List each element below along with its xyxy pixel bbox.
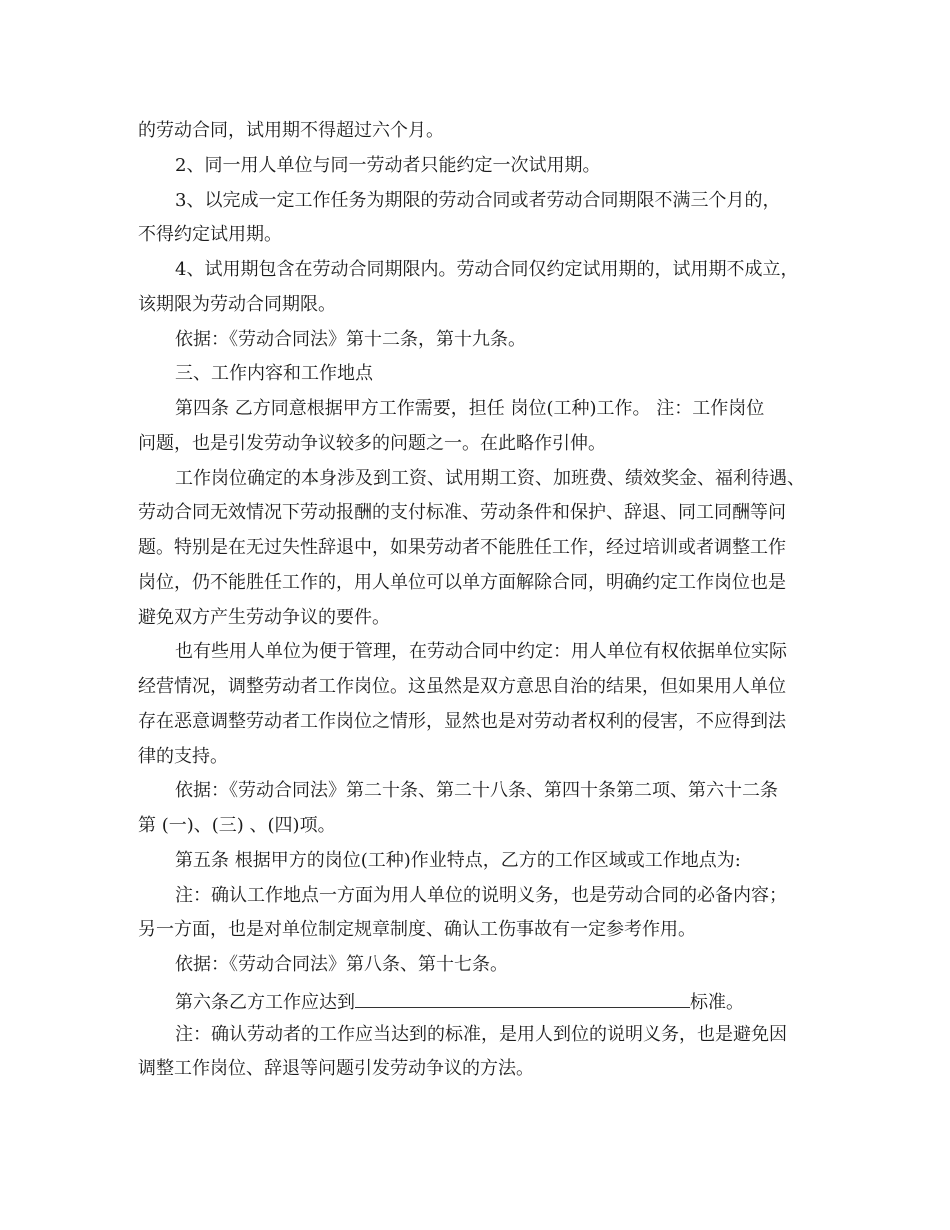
text-line: 经营情况，调整劳动者工作岗位。这虽然是双方意思自治的结果，但如果用人单位 bbox=[138, 676, 786, 697]
text-line: 工作岗位确定的本身涉及到工资、试用期工资、加班费、绩效奖金、福利待遇、 bbox=[175, 468, 805, 489]
text-segment: 标准。 bbox=[690, 992, 744, 1013]
text-line: 避免双方产生劳动争议的要件。 bbox=[138, 607, 390, 628]
text-line: 不得约定试用期。 bbox=[138, 224, 282, 245]
text-line: 注：确认劳动者的工作应当达到的标准，是用人到位的说明义务，也是避免因 bbox=[175, 1024, 787, 1045]
text-line: 岗位，仍不能胜任工作的，用人单位可以单方面解除合同，明确约定工作岗位也是 bbox=[138, 572, 786, 593]
text-line: 3、以完成一定工作任务为期限的劳动合同或者劳动合同期限不满三个月的， bbox=[175, 190, 781, 211]
text-line: 问题，也是引发劳动争议较多的问题之一。在此略作引伸。 bbox=[138, 433, 606, 454]
text-line: 律的支持。 bbox=[138, 746, 228, 767]
text-line: 的劳动合同，试用期不得超过六个月。 bbox=[138, 120, 444, 141]
text-line: 该期限为劳动合同期限。 bbox=[138, 294, 336, 315]
text-line: 2、同一用人单位与同一劳动者只能约定一次试用期。 bbox=[175, 155, 601, 176]
text-line: 依据：《劳动合同法》第十二条，第十九条。 bbox=[175, 329, 526, 350]
text-line: 依据：《劳动合同法》第八条、第十七条。 bbox=[175, 954, 508, 975]
text-line: 调整工作岗位、辞退等问题引发劳动争议的方法。 bbox=[138, 1058, 534, 1079]
section-heading: 三、工作内容和工作地点 bbox=[175, 363, 373, 384]
text-line: 劳动合同无效情况下劳动报酬的支付标准、劳动条件和保护、辞退、同工同酬等问 bbox=[138, 502, 786, 523]
text-line-with-blank bbox=[175, 990, 744, 1013]
text-line: 也有些用人单位为便于管理，在劳动合同中约定：用人单位有权依据单位实际 bbox=[175, 641, 787, 662]
text-line: 题。特别是在无过失性辞退中，如果劳动者不能胜任工作，经过培训或者调整工作 bbox=[138, 537, 786, 558]
text-line: 另一方面，也是对单位制定规章制度、确认工伤事故有一定参考作用。 bbox=[138, 919, 696, 940]
text-line: 第 (一)、(三) 、(四)项。 bbox=[138, 815, 336, 836]
text-line: 4、试用期包含在劳动合同期限内。劳动合同仅约定试用期的，试用期不成立， bbox=[175, 259, 799, 280]
text-line: 依据：《劳动合同法》第二十条、第二十八条、第四十条第二项、第六十二条 bbox=[175, 780, 778, 801]
text-line: 注：确认工作地点一方面为用人单位的说明义务，也是劳动合同的必备内容； bbox=[175, 885, 787, 906]
text-line: 第五条 根据甲方的岗位(工种)作业特点，乙方的工作区域或工作地点为: bbox=[175, 850, 741, 871]
text-line: 第四条 乙方同意根据甲方工作需要，担任 岗位(工种)工作。 注：工作岗位 bbox=[175, 398, 765, 419]
fill-in-blank-line bbox=[355, 990, 690, 1008]
text-line: 存在恶意调整劳动者工作岗位之情形，显然也是对劳动者权利的侵害，不应得到法 bbox=[138, 711, 786, 732]
text-segment: 第六条乙方工作应达到 bbox=[175, 992, 355, 1013]
